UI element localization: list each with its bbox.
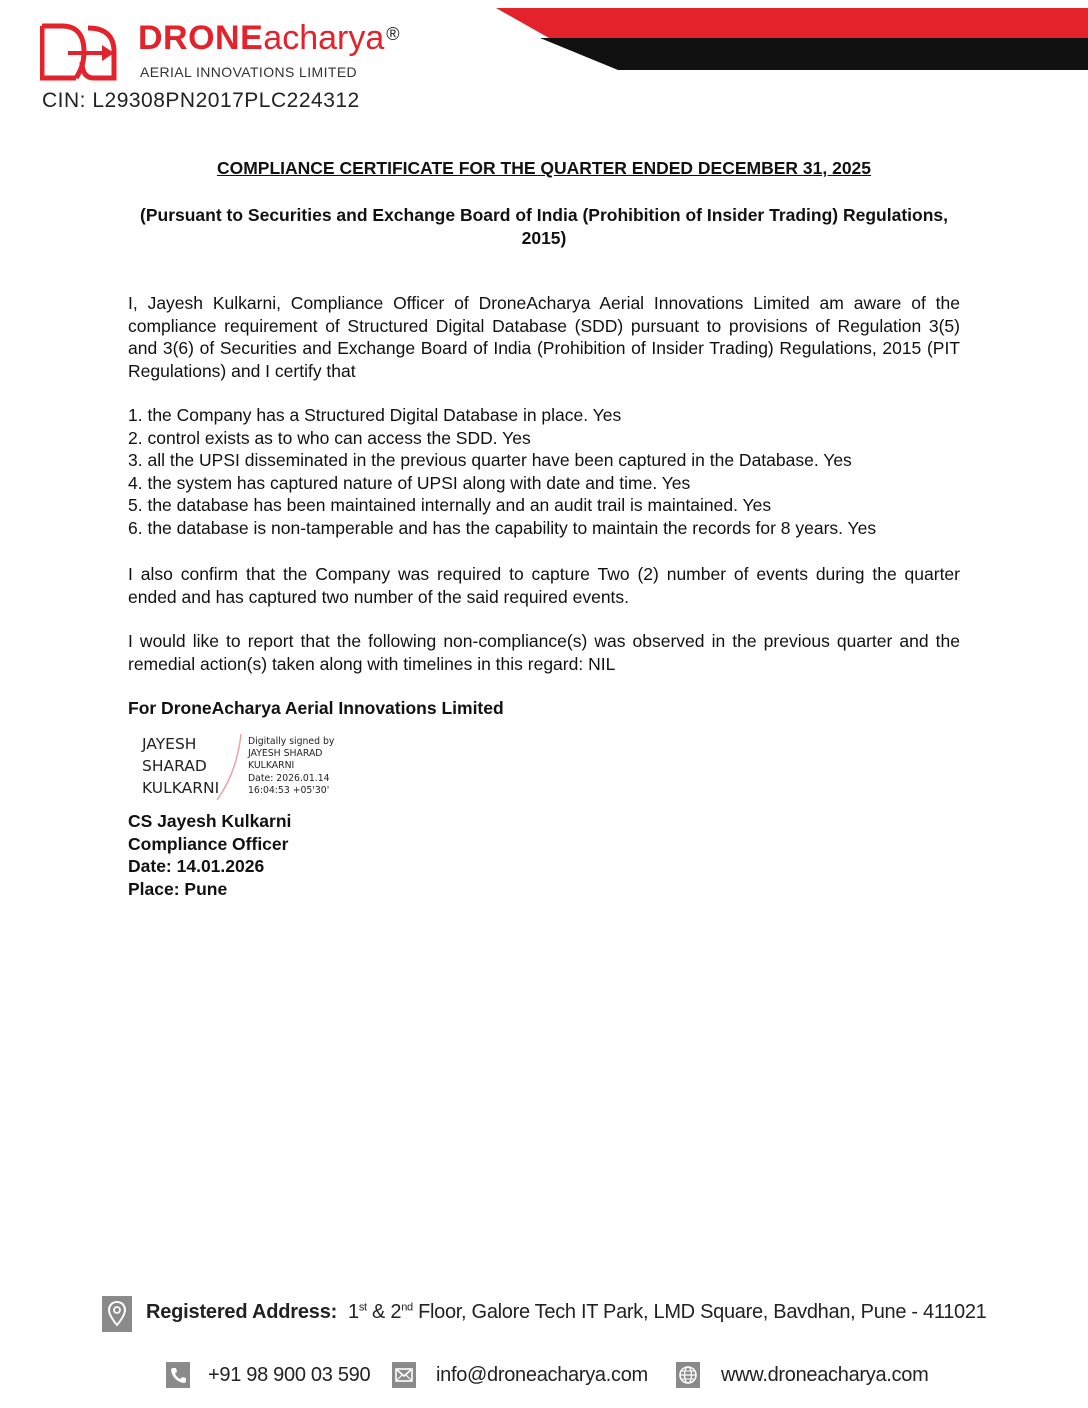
signature-meta-line: 16:04:53 +05'30': [248, 784, 330, 796]
address-label: Registered Address:: [146, 1301, 338, 1323]
intro-paragraph: I, Jayesh Kulkarni, Compliance Officer of DroneAcharya Aerial Innovations Limited am aware of the compliance requirement of Structured Digital Database (SDD) pursuant to provisions of Regulation 3(5) and 3(6) of Securities and Exchange Board of India (Prohibition of Insider Trading) Regulations, 2015 (PIT Regulations) and I certify that: [128, 293, 960, 381]
signature-meta-line: Digitally signed by: [248, 736, 335, 747]
document-subtitle: (Pursuant to Securities and Exchange Board of India (Prohibition of Insider Trading) Regulations, 2015): [140, 205, 948, 248]
list-item: 2. control exists as to who can access the SDD. Yes: [128, 427, 531, 448]
address-text: [348, 1301, 987, 1324]
address-floor-1: 1: [348, 1301, 359, 1323]
signoff-date: Date: 14.01.2026: [128, 856, 265, 876]
globe-icon: [676, 1362, 700, 1388]
footer-contact-row: [166, 1362, 966, 1392]
brand-part-acharya: acharya: [263, 19, 385, 57]
list-item: 1. the Company has a Structured Digital Database in place. Yes: [128, 405, 622, 425]
noncompliance-paragraph: I would like to report that the following non-compliance(s) was observed in the previous quarter and the remedial action(s) taken along with timelines in this regard: NIL: [128, 631, 960, 674]
list-item: 3. all the UPSI disseminated in the previous quarter have been captured in the Database. Yes: [128, 450, 852, 470]
signatory-name: CS Jayesh Kulkarni: [128, 811, 292, 831]
certification-list: [128, 404, 968, 539]
website-url[interactable]: www.droneacharya.com: [721, 1364, 929, 1386]
signature-meta-line: Date: 2026.01.14: [248, 772, 330, 784]
phone-number[interactable]: +91 98 900 03 590: [208, 1364, 371, 1386]
document-title: COMPLIANCE CERTIFICATE FOR THE QUARTER ENDED DECEMBER 31, 2025: [216, 158, 872, 178]
list-item: 4. the system has captured nature of UPSI along with date and time. Yes: [128, 472, 691, 493]
confirmation-paragraph: I also confirm that the Company was required to capture Two (2) number of events during the quarter ended and has captured two number of the said required events.: [128, 564, 960, 607]
logo-mark-icon: [40, 22, 120, 82]
signature-name-line: SHARAD: [142, 757, 207, 775]
signature-name-line: JAYESH: [142, 735, 197, 753]
email-address[interactable]: info@droneacharya.com: [436, 1364, 648, 1386]
for-company-line: For DroneAcharya Aerial Innovations Limited: [128, 698, 504, 718]
list-item: 5. the database has been maintained internally and an audit trail is maintained. Yes: [128, 495, 772, 515]
phone-icon: [166, 1362, 190, 1388]
address-floor-2: & 2: [366, 1301, 402, 1323]
registered-mark: ®: [386, 24, 401, 44]
brand-subtitle: AERIAL INNOVATIONS LIMITED: [140, 64, 358, 80]
brand-name: [138, 18, 400, 58]
signature-name-line: KULKARNI: [142, 779, 220, 797]
signature-meta-line: JAYESH SHARAD: [248, 748, 323, 760]
location-pin-icon: [102, 1296, 132, 1332]
address-sup-1: st: [358, 1301, 367, 1314]
brand-part-drone: DRONE: [138, 19, 264, 57]
cin-number: CIN: L29308PN2017PLC224312: [42, 89, 360, 112]
signoff-place: Place: Pune: [128, 878, 228, 899]
signoff-block: [128, 810, 291, 900]
signature-meta-line: KULKARNI: [248, 760, 295, 772]
address-rest: Floor, Galore Tech IT Park, LMD Square, Bavdhan, Pune - 411021: [412, 1301, 987, 1323]
address-sup-2: nd: [401, 1301, 413, 1314]
list-item: 6. the database is non-tamperable and has the capability to maintain the records for 8 years. Yes: [128, 517, 877, 538]
footer-address-row: [102, 1296, 1022, 1332]
signature-meta-block: [248, 736, 334, 797]
email-icon: [392, 1362, 416, 1388]
signatory-designation: Compliance Officer: [128, 833, 289, 854]
signature-name-block: [142, 733, 219, 799]
